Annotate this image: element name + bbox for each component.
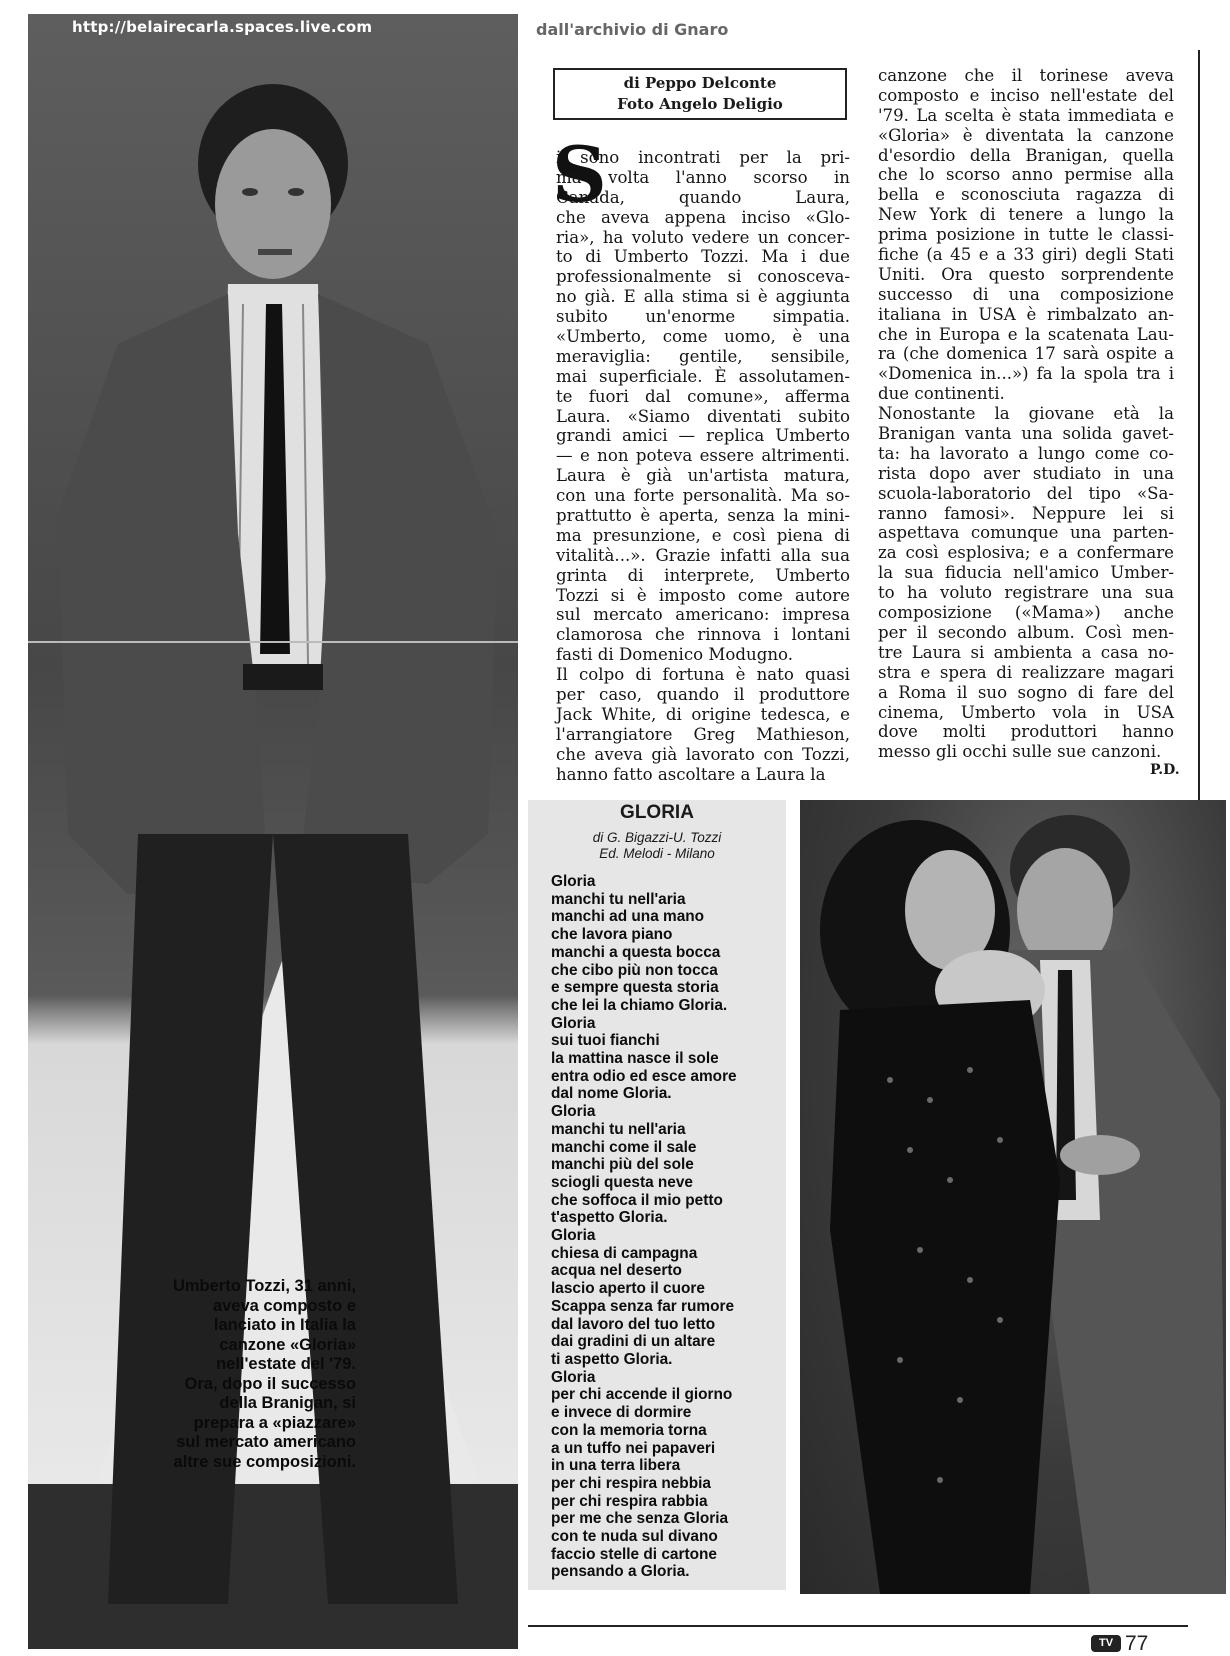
byline-author: di Peppo Delconte bbox=[623, 74, 777, 92]
caption-line: canzone «Gloria» bbox=[219, 1335, 356, 1354]
lyrics-line: faccio stelle di cartone bbox=[551, 1545, 717, 1563]
text-line: la sua fiducia nell'amico Umber- bbox=[878, 563, 1174, 583]
text-line: — e non poteva essere altrimenti. bbox=[556, 446, 850, 466]
lyrics-line: Gloria bbox=[551, 873, 596, 890]
lyrics-line: lascio aperto il cuore bbox=[551, 1280, 705, 1298]
lyrics-line: manchi come il sale bbox=[551, 1138, 697, 1156]
lyrics-line: che lei la chiamo Gloria. bbox=[551, 996, 728, 1014]
text-line: tre Laura si ambienta a casa no- bbox=[878, 642, 1174, 662]
lyrics-line: a un tuffo nei papaveri bbox=[551, 1439, 716, 1457]
text-line: ranno famosi». Neppure lei si bbox=[878, 503, 1174, 523]
text-line: professionalmente si conosceva- bbox=[556, 267, 850, 287]
author-initials: P.D. bbox=[1150, 762, 1180, 778]
text-line: fasti di Domenico Modugno. bbox=[556, 645, 793, 665]
lyrics-line: con la memoria torna bbox=[551, 1421, 707, 1439]
text-line: Branigan vanta una solida gavet- bbox=[878, 424, 1174, 444]
lyrics-line: per chi respira nebbia bbox=[551, 1474, 711, 1492]
text-line: Tozzi si è imposto come autore bbox=[556, 585, 850, 605]
text-line: «Gloria» è diventata la canzone bbox=[878, 125, 1174, 145]
lyrics-credit-authors: di G. Bigazzi-U. Tozzi bbox=[592, 830, 722, 845]
caption-line: nell'estate del '79. bbox=[216, 1355, 356, 1373]
text-line: Jack White, di origine tedesca, e bbox=[556, 704, 850, 724]
text-line: no già. E alla stima si è aggiunta bbox=[556, 287, 850, 307]
article-column-2 bbox=[878, 66, 1174, 762]
text-line: to di Umberto Tozzi. Ma i due bbox=[556, 247, 850, 267]
lyrics-line: Gloria bbox=[551, 1014, 596, 1032]
lyrics-line: e invece di dormire bbox=[551, 1404, 692, 1422]
text-line: to ha voluto registrare una sua bbox=[878, 583, 1174, 603]
photo-branigan-tozzi bbox=[800, 800, 1226, 1594]
lyrics-line: sciogli questa neve bbox=[551, 1173, 693, 1191]
lyrics-credit bbox=[528, 830, 786, 862]
lyrics-line: che lavora piano bbox=[551, 926, 673, 944]
page-number: 77 bbox=[1125, 1632, 1149, 1655]
caption-line: aveva composto e bbox=[212, 1296, 356, 1315]
text-line: Canada, quando Laura, bbox=[556, 187, 850, 207]
text-line: Laura. «Siamo diventati subito bbox=[556, 406, 850, 426]
footer-rule bbox=[528, 1625, 1188, 1627]
lyrics-line: manchi tu nell'aria bbox=[551, 890, 686, 908]
lyrics-line: chiesa di campagna bbox=[551, 1244, 698, 1262]
text-line: canzone che il torinese aveva bbox=[878, 66, 1174, 85]
lyrics-line: pensando a Gloria. bbox=[551, 1563, 690, 1581]
text-line: '79. La scelta è stata immediata e bbox=[878, 105, 1174, 125]
text-line: grinta di interprete, Umberto bbox=[556, 565, 850, 585]
caption-line: lanciato in Italia la bbox=[213, 1316, 356, 1334]
photo-caption bbox=[124, 1277, 356, 1472]
lyrics-line: acqua nel deserto bbox=[551, 1262, 682, 1280]
text-line: ma volta l'anno scorso in bbox=[556, 167, 850, 187]
text-line: italiana in USA è rimbalzato an- bbox=[878, 304, 1174, 324]
lyrics-line: che soffoca il mio petto bbox=[551, 1191, 723, 1209]
lyrics-line: che cibo più non tocca bbox=[551, 961, 718, 979]
text-line: successo di una composizione bbox=[878, 284, 1174, 304]
text-line: che aveva appena inciso «Glo- bbox=[556, 207, 850, 227]
lyrics-line: in una terra libera bbox=[551, 1457, 681, 1475]
lyrics-body bbox=[551, 873, 783, 1581]
lyrics-line: per chi respira rabbia bbox=[551, 1492, 708, 1510]
caption-line: Umberto Tozzi, 31 anni, bbox=[172, 1277, 356, 1295]
text-line: per caso, quando il produttore bbox=[556, 685, 850, 705]
lyrics-line: Gloria bbox=[551, 1227, 596, 1245]
text-line: fiche (a 45 e a 33 giri) degli Stati bbox=[878, 245, 1174, 265]
text-line: aspettava comunque una parten- bbox=[878, 523, 1174, 543]
caption-line: della Branigan, si bbox=[219, 1394, 356, 1412]
text-line: l'arrangiatore Greg Mathieson, bbox=[556, 724, 850, 744]
text-line: che lo scorso anno permise alla bbox=[878, 165, 1174, 185]
text-line: per il secondo album. Così men- bbox=[878, 622, 1174, 642]
couple-illustration bbox=[800, 800, 1226, 1594]
caption-line: sul mercato americano bbox=[176, 1433, 356, 1451]
text-line: i sono incontrati per la pri- bbox=[556, 148, 850, 167]
byline-photo-credit: Foto Angelo Deligio bbox=[617, 95, 783, 113]
text-line: za così esplosiva; e a confermare bbox=[878, 543, 1174, 563]
lyrics-line: per chi accende il giorno bbox=[551, 1386, 733, 1404]
text-line: stra e spera di realizzare magari bbox=[878, 662, 1174, 682]
text-line: cinema, Umberto vola in USA bbox=[878, 702, 1174, 722]
lyrics-line: entra odio ed esce amore bbox=[551, 1067, 737, 1085]
drop-cap: S bbox=[552, 130, 607, 219]
lyrics-credit-publisher: Ed. Melodi - Milano bbox=[599, 846, 715, 861]
text-line: vitalità...». Grazie infatti alla sua bbox=[556, 545, 850, 565]
caption-line: prepara a «piazzare» bbox=[193, 1413, 356, 1432]
lyrics-line: e sempre questa storia bbox=[551, 979, 719, 997]
text-line: ra (che domenica 17 sarà ospite a bbox=[878, 344, 1174, 364]
lyrics-line: con te nuda sul divano bbox=[551, 1528, 718, 1546]
text-line: bella e sconosciuta ragazza di bbox=[878, 185, 1174, 205]
text-line: clamorosa che rinnova i lontani bbox=[556, 625, 850, 645]
caption-line: Ora, dopo il successo bbox=[184, 1374, 356, 1393]
text-line: dove molti produttori hanno bbox=[878, 722, 1174, 742]
text-line: sul mercato americano: impresa bbox=[556, 605, 850, 625]
text-line: grandi amici — replica Umberto bbox=[556, 426, 850, 446]
text-line: ria», ha voluto vedere un concer- bbox=[556, 227, 850, 247]
text-line: Laura è già un'artista matura, bbox=[556, 466, 850, 486]
lyrics-line: Scappa senza far rumore bbox=[551, 1297, 735, 1315]
lyrics-line: per me che senza Gloria bbox=[551, 1510, 729, 1528]
lyrics-line: manchi tu nell'aria bbox=[551, 1120, 686, 1138]
text-line: subito un'enorme simpatia. bbox=[556, 307, 850, 327]
text-line: Uniti. Ora questo sorprendente bbox=[878, 264, 1174, 284]
text-line: prima posizione in tutte le classi- bbox=[878, 225, 1174, 245]
lyrics-line: manchi a questa bocca bbox=[551, 943, 721, 961]
text-line: che in Europa e la scatenata Lau- bbox=[878, 324, 1174, 344]
lyrics-title: GLORIA bbox=[620, 802, 694, 823]
url-watermark: http://belairecarla.spaces.live.com bbox=[72, 18, 373, 36]
lyrics-line: Gloria bbox=[551, 1103, 596, 1121]
text-line: Nonostante la giovane età la bbox=[878, 404, 1174, 424]
lyrics-line: manchi più del sole bbox=[551, 1156, 694, 1174]
text-line: ta: ha lavorato a lungo come co- bbox=[878, 443, 1174, 463]
lyrics-line: dal nome Gloria. bbox=[551, 1085, 672, 1103]
text-line: prattutto è aperta, senza la mini- bbox=[556, 506, 850, 526]
text-line: composizione («Mama») anche bbox=[878, 603, 1174, 623]
text-line: ma presunzione, e così piena di bbox=[556, 525, 850, 545]
text-line: che aveva già lavorato con Tozzi, bbox=[556, 744, 850, 764]
archive-watermark: dall'archivio di Gnaro bbox=[536, 20, 729, 39]
article-column-1 bbox=[556, 148, 850, 785]
text-line: «Domenica in...») fa la spola tra i bbox=[878, 364, 1174, 384]
text-line: due continenti. bbox=[878, 384, 1005, 404]
text-line: New York di tenere a lungo la bbox=[878, 205, 1174, 225]
text-line: scuola-laboratorio del tipo «Sa- bbox=[878, 483, 1174, 503]
text-line: Il colpo di fortuna è nato quasi bbox=[556, 665, 850, 685]
text-line: d'esordio della Branigan, quella bbox=[878, 145, 1174, 165]
lyrics-line: dai gradini di un altare bbox=[551, 1333, 716, 1351]
text-line: «Umberto, come uomo, è una bbox=[556, 327, 850, 347]
lyrics-line: ti aspetto Gloria. bbox=[551, 1350, 673, 1368]
text-line: mai superficiale. È assolutamen- bbox=[556, 366, 850, 386]
lyrics-line: Gloria bbox=[551, 1368, 596, 1386]
text-line: meraviglia: gentile, sensibile, bbox=[556, 346, 850, 366]
magazine-logo: TV bbox=[1091, 1635, 1121, 1652]
text-line: a Roma il suo sogno di fare del bbox=[878, 682, 1174, 702]
lyrics-line: dal lavoro del tuo letto bbox=[551, 1315, 716, 1333]
text-line: hanno fatto ascoltare a Laura la bbox=[556, 764, 826, 784]
caption-line: altre sue composizioni. bbox=[173, 1452, 356, 1471]
text-line: rista dopo aver studiato in una bbox=[878, 463, 1174, 483]
text-line: messo gli occhi sulle sue canzoni. bbox=[878, 742, 1162, 762]
text-line: con una forte personalità. Ma so- bbox=[556, 486, 850, 506]
byline-box bbox=[553, 68, 847, 120]
lyrics-line: sui tuoi fianchi bbox=[551, 1032, 660, 1050]
lyrics-line: t'aspetto Gloria. bbox=[551, 1209, 668, 1227]
text-line: composto e inciso nell'estate del bbox=[878, 85, 1174, 105]
text-line: te fuori dal comune», afferma bbox=[556, 386, 850, 406]
lyrics-line: la mattina nasce il sole bbox=[551, 1050, 719, 1068]
lyrics-line: manchi ad una mano bbox=[551, 908, 705, 926]
